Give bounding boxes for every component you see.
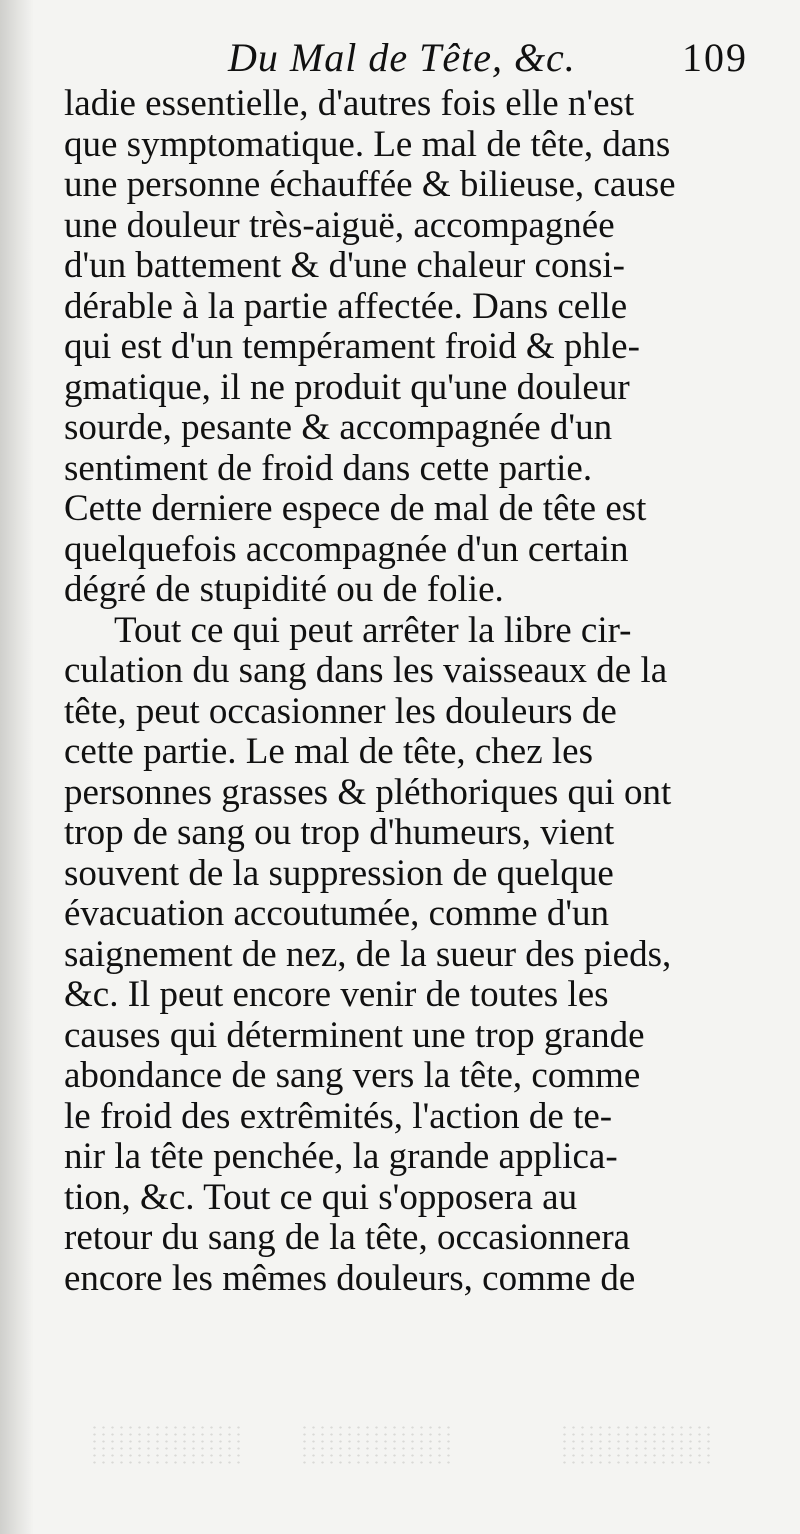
text-line: nir la tête penchée, la grande applica-: [64, 1137, 618, 1177]
text-line: tion, &c. Tout ce qui s'opposera au: [64, 1177, 578, 1218]
text-line: trop de sang ou trop d'humeurs, vient: [64, 813, 615, 853]
text-line: ladie essentielle, d'autres fois elle n'est: [64, 84, 635, 124]
text-line: qui est d'un tempérament froid & phle-: [64, 327, 640, 367]
text-line: sourde, pesante & accompagnée d'un: [64, 408, 613, 448]
text-line: culation du sang dans les vaisseaux de la: [64, 651, 668, 691]
text-line: d'un battement & d'une chaleur consi-: [64, 246, 625, 286]
paper-speckle: [560, 1424, 710, 1464]
text-line: que symptomatique. Le mal de tête, dans: [64, 124, 671, 165]
text-line: retour du sang de la tête, occasionnera: [64, 1218, 631, 1258]
text-line: évacuation accoutumée, comme d'un: [64, 894, 609, 934]
text-line: &c. Il peut encore venir de toutes les: [64, 975, 609, 1015]
text-line: tête, peut occasionner les douleurs de: [64, 691, 617, 732]
text-line: abondance de sang vers la tête, comme: [64, 1056, 641, 1096]
text-line: personnes grasses & pléthoriques qui ont: [64, 772, 672, 813]
text-line: Cette derniere espece de mal de tête est: [64, 489, 647, 529]
text-line: sentiment de froid dans cette partie.: [64, 448, 593, 489]
running-head: [228, 34, 748, 90]
running-head-title: Du Mal de Tête, &c.: [228, 35, 576, 80]
text-line: une personne échauffée & bilieuse, cause: [64, 165, 676, 205]
text-line: souvent de la suppression de quelque: [64, 853, 614, 894]
text-line: encore les mêmes douleurs, comme de: [64, 1258, 636, 1299]
text-line: causes qui déterminent une trop grande: [64, 1015, 645, 1056]
text-line: cette partie. Le mal de tête, chez les: [64, 732, 594, 772]
paper-speckle: [90, 1424, 240, 1464]
paper-speckle: [300, 1424, 450, 1464]
paragraph-start-line: Tout ce qui peut arrêter la libre cir-: [114, 610, 632, 651]
body-text: [64, 84, 744, 1299]
page-number: 109: [682, 35, 748, 80]
text-line: quelquefois accompagnée d'un certain: [64, 529, 629, 570]
text-line: gmatique, il ne produit qu'une douleur: [64, 367, 630, 408]
text-line: le froid des extrêmités, l'action de te-: [64, 1096, 613, 1137]
binding-shadow: [0, 0, 34, 1534]
text-line: saignement de nez, de la sueur des pieds,: [64, 934, 672, 975]
text-line: dégré de stupidité ou de folie.: [64, 570, 504, 610]
text-line: dérable à la partie affectée. Dans celle: [64, 286, 628, 327]
text-line: une douleur très-aiguë, accompagnée: [64, 205, 615, 246]
